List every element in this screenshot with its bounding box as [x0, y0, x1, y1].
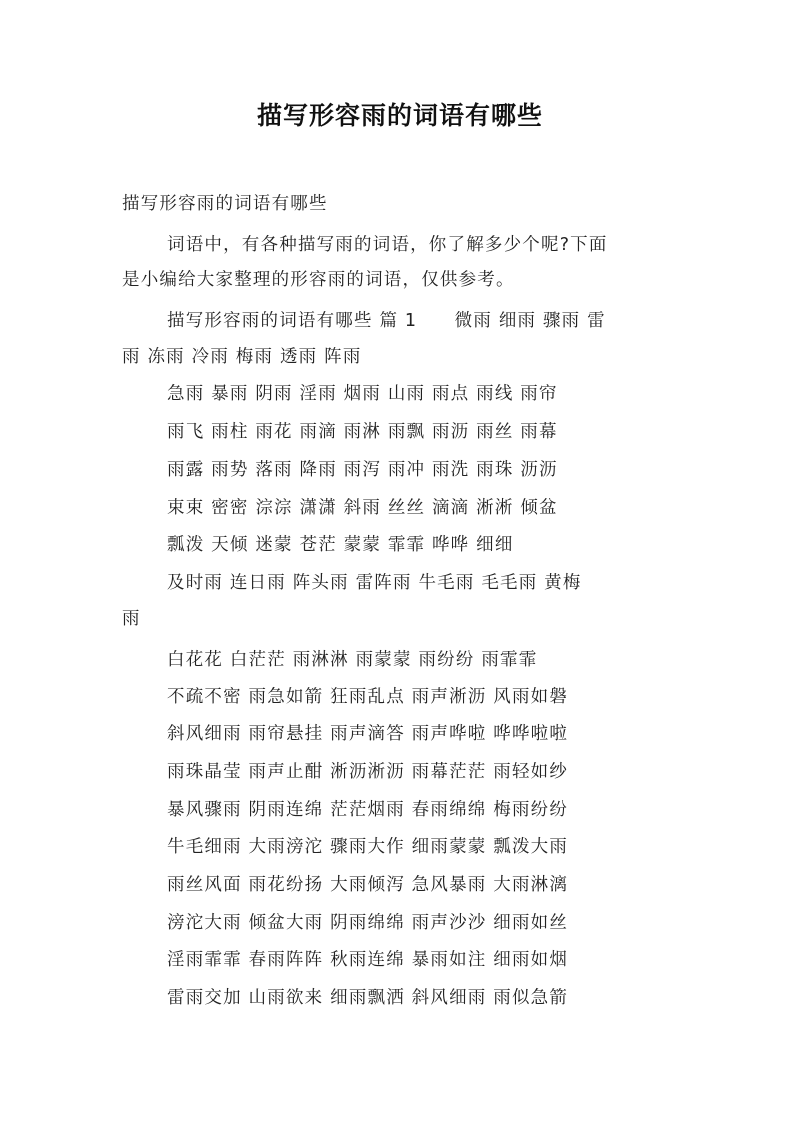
- text-line: 雨露 雨势 落雨 降雨 雨泻 雨冲 雨洗 雨珠 沥沥: [167, 460, 558, 480]
- text-line: 雨丝风面 雨花纷扬 大雨倾泻 急风暴雨 大雨淋漓: [167, 875, 569, 895]
- text-line: 急雨 暴雨 阴雨 淫雨 烟雨 山雨 雨点 雨线 雨帘: [167, 384, 558, 404]
- text-line: 雨珠晶莹 雨声止酣 淅沥淅沥 雨幕茫茫 雨轻如纱: [167, 762, 569, 782]
- text-line: 牛毛细雨 大雨滂沱 骤雨大作 细雨蒙蒙 瓢泼大雨: [167, 837, 569, 857]
- text-line: 雨 冻雨 冷雨 梅雨 透雨 阵雨: [122, 347, 362, 367]
- section-heading-line: 描写形容雨的词语有哪些 篇 1 微雨 细雨 骤雨 雷: [167, 311, 606, 331]
- text-line: 淫雨霏霏 春雨阵阵 秋雨连绵 暴雨如注 细雨如烟: [167, 950, 569, 970]
- text-line: 雨飞 雨柱 雨花 雨滴 雨淋 雨飘 雨沥 雨丝 雨幕: [167, 422, 558, 442]
- text-line: 斜风细雨 雨帘悬挂 雨声滴答 雨声哗啦 哗哗啦啦: [167, 724, 569, 744]
- text-line: 雷雨交加 山雨欲来 细雨飘洒 斜风细雨 雨似急箭: [167, 988, 569, 1008]
- subtitle-line: 描写形容雨的词语有哪些: [122, 194, 328, 214]
- text-line: 束束 密密 淙淙 潇潇 斜雨 丝丝 滴滴 淅淅 倾盆: [167, 498, 558, 518]
- text-line: 及时雨 连日雨 阵头雨 雷阵雨 牛毛雨 毛毛雨 黄梅: [167, 573, 582, 593]
- text-line: 白花花 白茫茫 雨淋淋 雨蒙蒙 雨纷纷 雨霏霏: [167, 650, 538, 670]
- intro-line-2: 是小编给大家整理的形容雨的词语，仅供参考。: [122, 270, 515, 290]
- text-line: 雨: [122, 609, 141, 629]
- text-line: 瓢泼 天倾 迷蒙 苍茫 蒙蒙 霏霏 哗哗 细细: [167, 535, 514, 555]
- text-line: 滂沱大雨 倾盆大雨 阴雨绵绵 雨声沙沙 细雨如丝: [167, 913, 569, 933]
- text-line: 不疏不密 雨急如箭 狂雨乱点 雨声淅沥 风雨如磐: [167, 687, 569, 707]
- intro-line-1: 词语中，有各种描写雨的词语，你了解多少个呢?下面: [167, 235, 608, 255]
- document-title: 描写形容雨的词语有哪些: [256, 101, 543, 130]
- text-line: 暴风骤雨 阴雨连绵 茫茫烟雨 春雨绵绵 梅雨纷纷: [167, 800, 569, 820]
